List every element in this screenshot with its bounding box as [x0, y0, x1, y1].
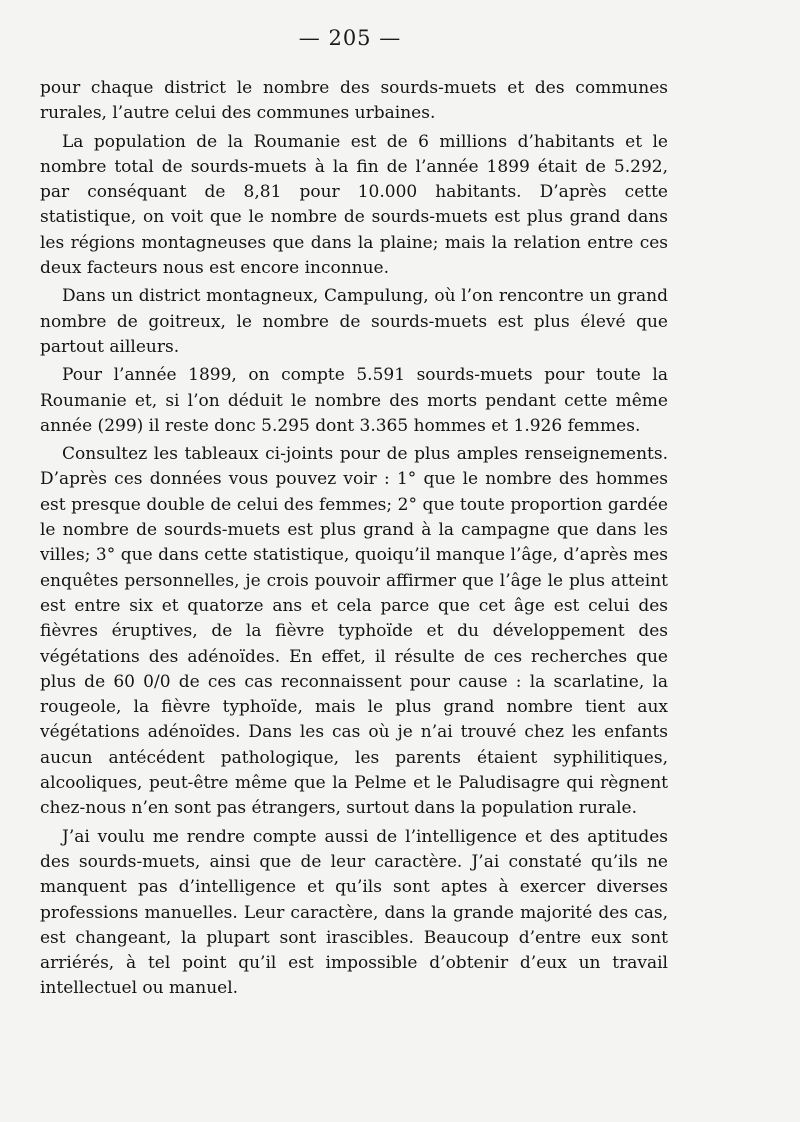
paragraph: Consultez les tableaux ci-joints pour de plus amples renseignements. D’après ces données vous pouvez voir : 1° que le nombre des hommes est presque double de celui des femmes; 2° que toute proportion gardée le nombre de sourds-muets est plus grand à la campagne que dans les villes; 3° que dans cette statistique, quoiqu’il manque l’âge, d’après mes enquêtes personnelles, je crois pouvoir affirmer que l’âge le plus atteint est entre six et quatorze ans et cela parce que cet âge est celui des fièvres éruptives, de la fièvre typhoïde et du développement des végétations des adénoïdes. En effet, il résulte de ces recherches que plus de 60 0/0 de ces cas reconnaissent pour cause : la scarlatine, la rougeole, la fièvre typhoïde, mais le plus grand nombre tient aux végétations adénoïdes. Dans les cas où je n’ai trouvé chez les enfants aucun antécédent pathologique, les parents étaient syphilitiques, alcooliques, peut-être même que la Pelme et le Paludisagre qui règnent chez-nous n’en sont pas étrangers, surtout dans la population rurale.: [40, 444, 668, 819]
paragraph: pour chaque district le nombre des sourds-muets et des communes rurales, l’autre celui des communes urbaines.: [40, 78, 668, 124]
paragraph: J’ai voulu me rendre compte aussi de l’intelligence et des aptitudes des sourds-muets, ainsi que de leur caractère. J’ai constaté qu’ils ne manquent pas d’intelligence et qu’ils sont aptes à exercer diverses professions manuelles. Leur caractère, dans la grande majorité des cas, est changeant, la plupart sont irascibles. Beaucoup d’entre eux sont arriérés, à tel point qu’il est impossible d’obtenir d’eux un travail intellectuel ou manuel.: [40, 826, 668, 999]
page-number: — 205 —: [298, 26, 402, 50]
paragraph: Dans un district montagneux, Campulung, où l’on rencontre un grand nombre de goitreux, le nombre de sourds-muets est plus élevé que partout ailleurs.: [40, 286, 668, 357]
body-text: [40, 76, 668, 1005]
paragraph: Pour l’année 1899, on compte 5.591 sourds-muets pour toute la Roumanie et, si l’on déduit le nombre des morts pendant cette même année (299) il reste donc 5.295 dont 3.365 hommes et 1.926 femmes.: [40, 365, 668, 436]
paragraph: La population de la Roumanie est de 6 millions d’habitants et le nombre total de sourds-muets à la fin de l’année 1899 était de 5.292, par conséquant de 8,81 pour 10.000 habitants. D’après cette statistique, on voit que le nombre de sourds-muets est plus grand dans les régions montagneuses que dans la plaine; mais la relation entre ces deux facteurs nous est encore inconnue.: [40, 131, 668, 279]
